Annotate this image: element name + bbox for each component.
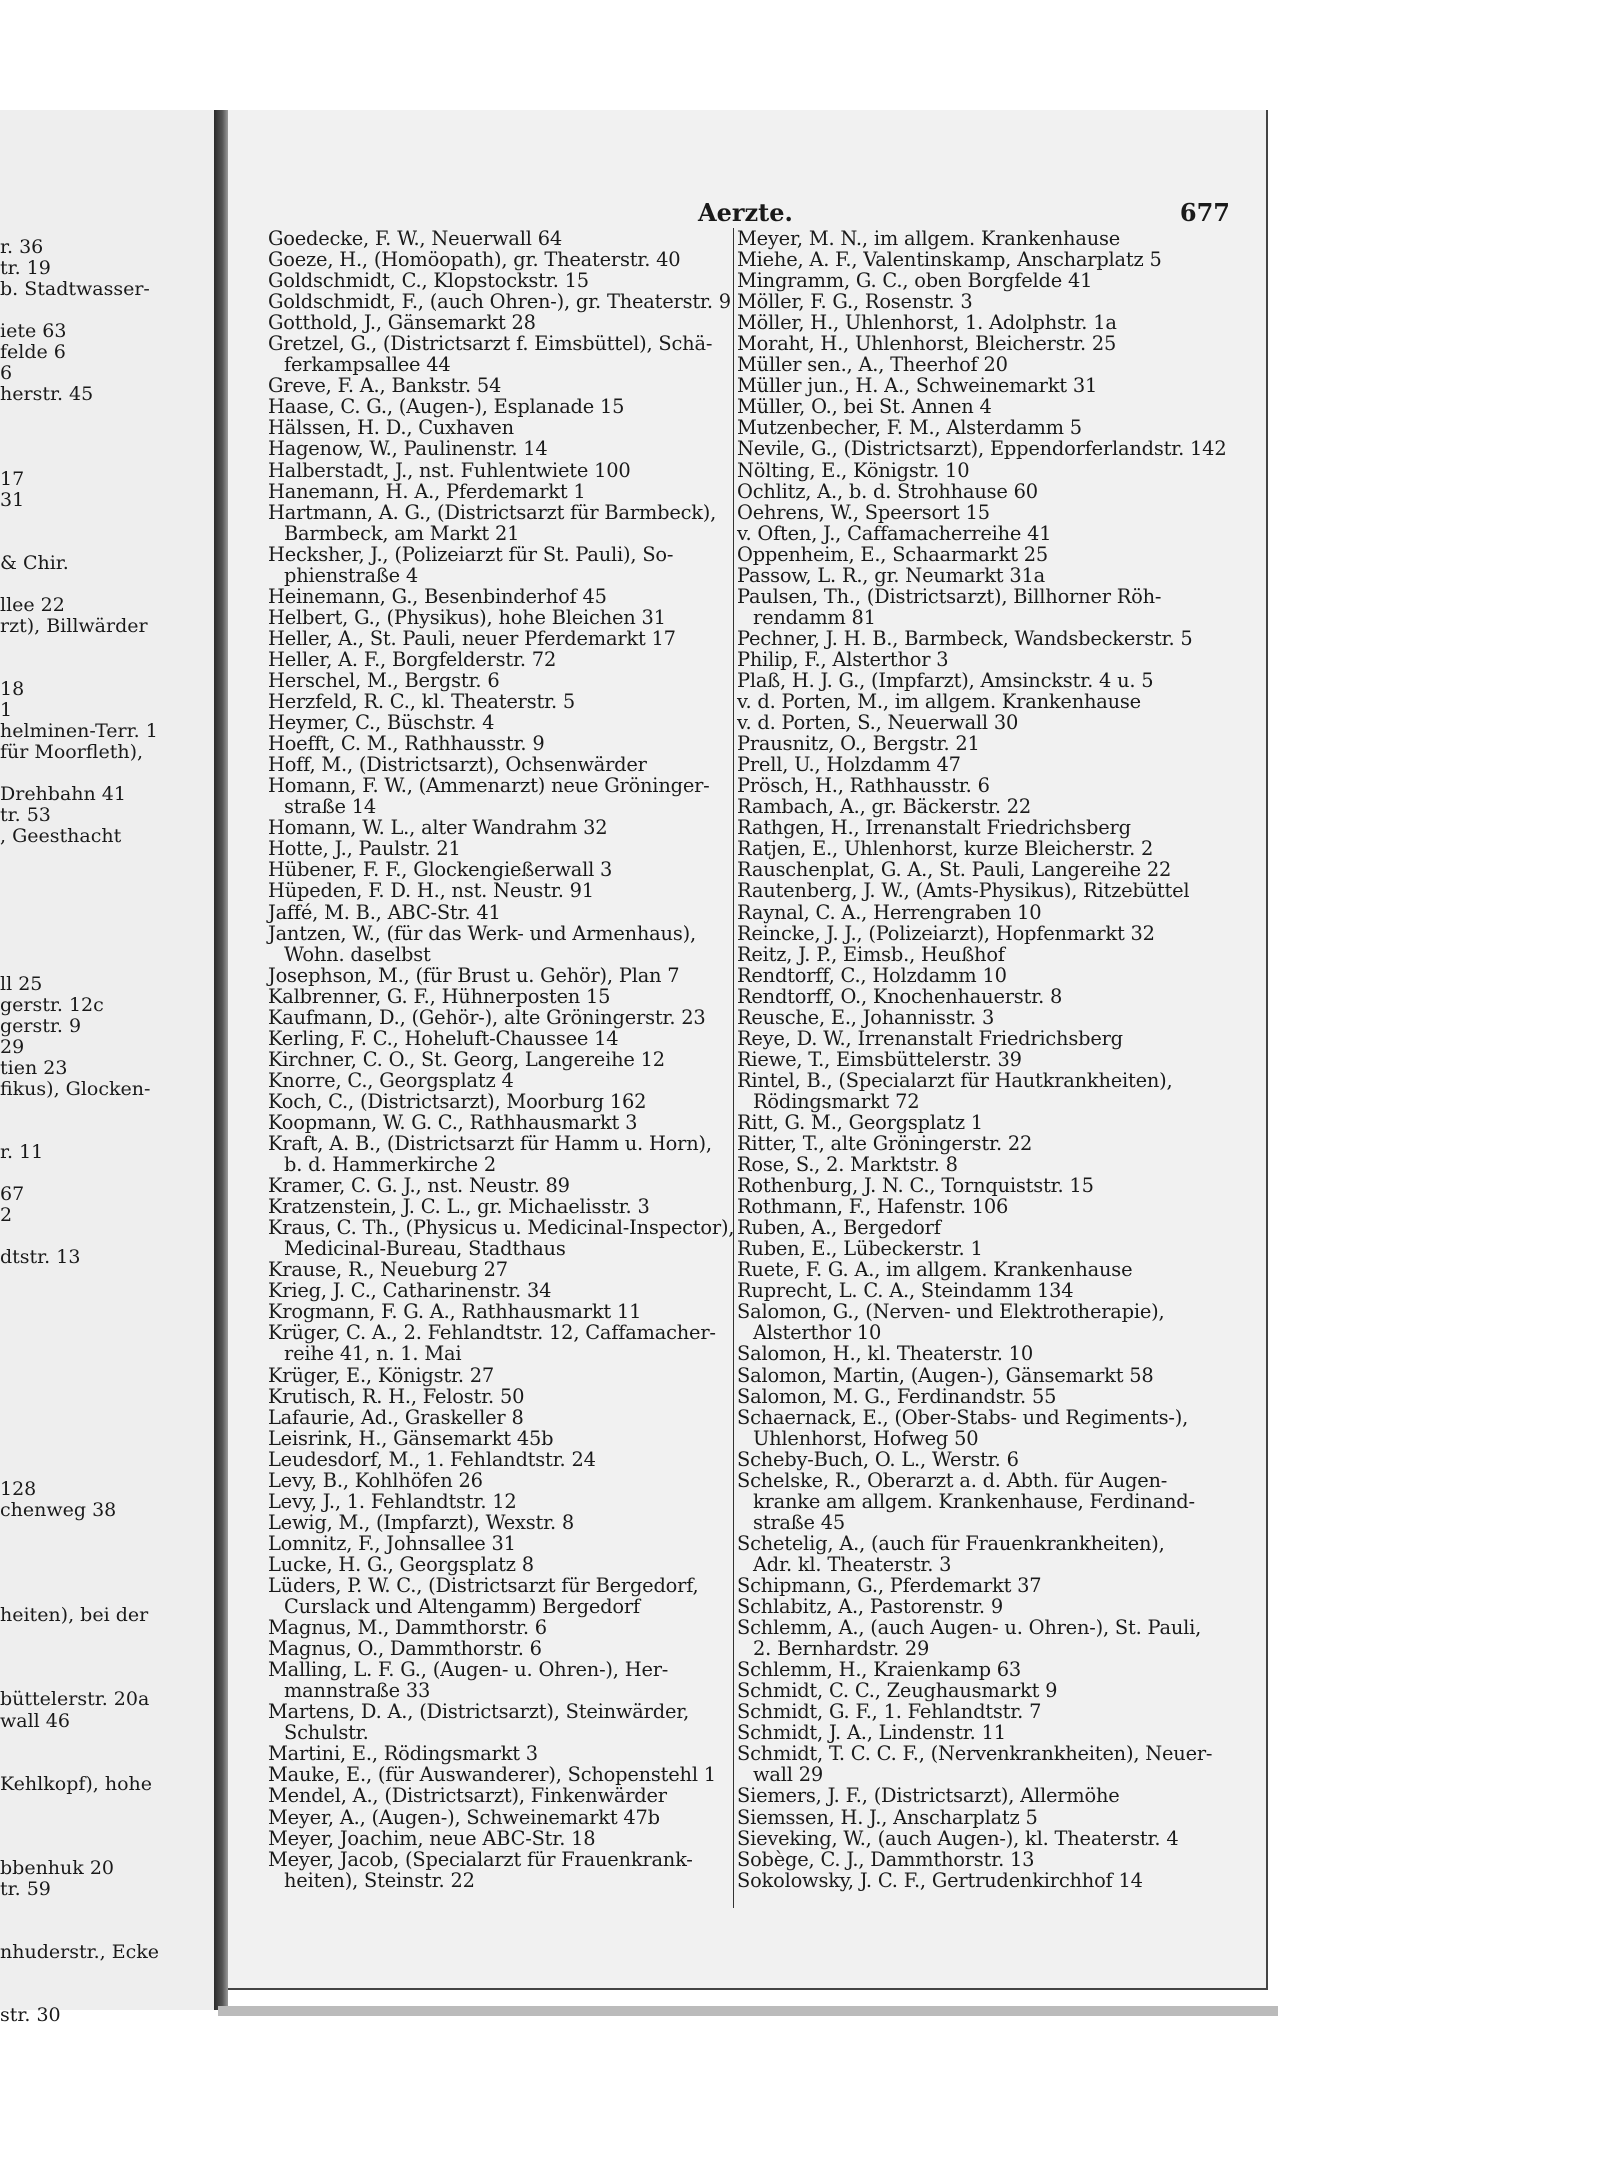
- directory-entry: Hälssen, H. D., Cuxhaven: [268, 416, 514, 440]
- directory-entry: Haase, C. G., (Augen-), Esplanade 15: [268, 395, 625, 419]
- facing-page-fragment: wall 46: [0, 1709, 70, 1732]
- directory-entry: Prausnitz, O., Bergstr. 21: [737, 732, 980, 756]
- directory-entry: Möller, H., Uhlenhorst, 1. Adolphstr. 1a: [737, 311, 1117, 335]
- directory-entry: Ritter, T., alte Gröningerstr. 22: [737, 1132, 1033, 1156]
- directory-entry: Hagenow, W., Paulinenstr. 14: [268, 437, 548, 461]
- facing-page-fragment: bbenhuk 20: [0, 1856, 115, 1879]
- directory-entry: Goeze, H., (Homöopath), gr. Theaterstr. 40: [268, 248, 681, 272]
- directory-entry: Alsterthor 10: [753, 1321, 882, 1345]
- facing-page-fragment: dtstr. 13: [0, 1246, 81, 1269]
- directory-entry: Jaffé, M. B., ABC-Str. 41: [268, 900, 501, 924]
- directory-entry: Siemers, J. F., (Districtsarzt), Allermöhe: [737, 1784, 1120, 1808]
- directory-entry: Müller jun., H. A., Schweinemarkt 31: [737, 374, 1098, 398]
- directory-entry: Rendtorff, C., Holzdamm 10: [737, 963, 1007, 987]
- facing-page-fragment: 128: [0, 1477, 37, 1500]
- directory-entry: Meyer, Jacob, (Specialarzt für Frauenkrank-: [268, 1847, 693, 1871]
- directory-entry: Krogmann, F. G. A., Rathhausmarkt 11: [268, 1300, 642, 1324]
- directory-entry: straße 14: [284, 795, 377, 819]
- directory-entry: Levy, B., Kohlhöfen 26: [268, 1468, 483, 1492]
- directory-entry: Reincke, J. J., (Polizeiarzt), Hopfenmarkt 32: [737, 921, 1155, 945]
- directory-entry: Lafaurie, Ad., Graskeller 8: [268, 1405, 524, 1429]
- directory-entry: ferkampsallee 44: [284, 353, 451, 377]
- directory-entry: Uhlenhorst, Hofweg 50: [753, 1426, 979, 1450]
- running-head: [228, 198, 1266, 228]
- directory-entry: Medicinal-Bureau, Stadthaus: [284, 1237, 566, 1261]
- directory-entry: Gretzel, G., (Districtsarzt f. Eimsbüttel), Schä-: [268, 332, 713, 356]
- directory-entry: Hecksher, J., (Polizeiarzt für St. Pauli), So-: [268, 542, 674, 566]
- directory-entry: Herzfeld, R. C., kl. Theaterstr. 5: [268, 690, 576, 714]
- directory-entry: Oehrens, W., Speersort 15: [737, 500, 990, 524]
- directory-entry: Krieg, J. C., Catharinenstr. 34: [268, 1279, 552, 1303]
- facing-page-fragment: felde 6: [0, 341, 66, 364]
- directory-entry: Homann, W. L., alter Wandrahm 32: [268, 816, 608, 840]
- right-column: [733, 227, 1227, 1908]
- directory-entry: Miehe, A. F., Valentinskamp, Anscharplatz 5: [737, 248, 1162, 272]
- facing-page-fragment: 17: [0, 467, 25, 490]
- directory-entry: Nölting, E., Königstr. 10: [737, 458, 970, 482]
- directory-entry: Gotthold, J., Gänsemarkt 28: [268, 311, 536, 335]
- directory-entry: Kirchner, C. O., St. Georg, Langereihe 12: [268, 1047, 665, 1071]
- facing-page-fragment: ll 25: [0, 972, 43, 995]
- facing-page-fragment: tr. 59: [0, 1877, 51, 1900]
- directory-entry: rendamm 81: [753, 605, 876, 629]
- running-title: Aerzte.: [698, 198, 793, 227]
- directory-entry: Reye, D. W., Irrenanstalt Friedrichsberg: [737, 1026, 1123, 1050]
- directory-entry: Pechner, J. H. B., Barmbeck, Wandsbeckerstr. 5: [737, 626, 1193, 650]
- directory-entry: Kraus, C. Th., (Physicus u. Medicinal-Inspector),: [268, 1216, 735, 1240]
- facing-page-fragment: 31: [0, 488, 25, 511]
- directory-entry: Prösch, H., Rathhausstr. 6: [737, 774, 990, 798]
- directory-entry: Hoff, M., (Districtsarzt), Ochsenwärder: [268, 753, 647, 777]
- directory-entry: Mendel, A., (Districtsarzt), Finkenwärder: [268, 1784, 667, 1808]
- directory-entry: Goedecke, F. W., Neuerwall 64: [268, 227, 563, 250]
- facing-page-fragment: 1: [0, 699, 13, 722]
- directory-entry: Hotte, J., Paulstr. 21: [268, 837, 461, 861]
- directory-entry: Schaernack, E., (Ober-Stabs- und Regiments-),: [737, 1405, 1189, 1429]
- directory-entry: Homann, F. W., (Ammenarzt) neue Gröninger-: [268, 774, 710, 798]
- directory-entry: straße 45: [753, 1510, 846, 1534]
- directory-entry: b. d. Hammerkirche 2: [284, 1153, 497, 1177]
- facing-page-fragment: Kehlkopf), hohe: [0, 1772, 153, 1795]
- facing-page-fragment: gerstr. 12c: [0, 993, 104, 1016]
- directory-entry: Rendtorff, O., Knochenhauerstr. 8: [737, 984, 1063, 1008]
- directory-entry: Oppenheim, E., Schaarmarkt 25: [737, 542, 1049, 566]
- facing-page-fragment: r. 11: [0, 1141, 44, 1164]
- directory-entry: Krüger, E., Königstr. 27: [268, 1363, 495, 1387]
- directory-entry: Meyer, Joachim, neue ABC-Str. 18: [268, 1826, 596, 1850]
- directory-entry: Mingramm, G. C., oben Borgfelde 41: [737, 269, 1093, 293]
- directory-entry: Kramer, C. G. J., nst. Neustr. 89: [268, 1174, 570, 1198]
- facing-page-fragment: llee 22: [0, 593, 65, 616]
- directory-entry: Sobège, C. J., Dammthorstr. 13: [737, 1847, 1035, 1871]
- directory-entry: Rathgen, H., Irrenanstalt Friedrichsberg: [737, 816, 1131, 840]
- directory-entry: heiten), Steinstr. 22: [284, 1868, 475, 1892]
- facing-page-fragment: helminen-Terr. 1: [0, 720, 158, 743]
- directory-entry: 2. Bernhardstr. 29: [753, 1637, 930, 1661]
- directory-entry: Hanemann, H. A., Pferdemarkt 1: [268, 479, 586, 503]
- directory-entry: Nevile, G., (Districtsarzt), Eppendorferlandstr. 142: [737, 437, 1227, 461]
- directory-entry: Salomon, G., (Nerven- und Elektrotherapie),: [737, 1300, 1165, 1324]
- directory-entry: Müller, O., bei St. Annen 4: [737, 395, 992, 419]
- directory-entry: Schlabitz, A., Pastorenstr. 9: [737, 1595, 1003, 1619]
- left-column: [268, 227, 735, 1908]
- directory-entry: Wohn. daselbst: [284, 942, 431, 966]
- facing-page-fragment: nhuderstr., Ecke: [0, 1941, 159, 1964]
- facing-page-fragment: herstr. 45: [0, 383, 94, 406]
- directory-entry: Kalbrenner, G. F., Hühnerposten 15: [268, 984, 611, 1008]
- directory-entry: Siemssen, H. J., Anscharplatz 5: [737, 1805, 1038, 1829]
- facing-page-fragment: für Moorfleth),: [0, 741, 144, 764]
- directory-entry: Martens, D. A., (Districtsarzt), Steinwärder,: [268, 1700, 690, 1724]
- directory-entry: Möller, F. G., Rosenstr. 3: [737, 290, 973, 314]
- directory-entry: Rauschenplat, G. A., St. Pauli, Langereihe 22: [737, 858, 1172, 882]
- directory-entry: Müller sen., A., Theerhof 20: [737, 353, 1008, 377]
- directory-entry: Heller, A., St. Pauli, neuer Pferdemarkt 17: [268, 626, 676, 650]
- directory-entry: Salomon, M. G., Ferdinandstr. 55: [737, 1384, 1057, 1408]
- directory-entry: Lucke, H. G., Georgsplatz 8: [268, 1552, 534, 1576]
- directory-entry: Meyer, A., (Augen-), Schweinemarkt 47b: [268, 1805, 660, 1829]
- facing-page-fragment: , Geesthacht: [0, 825, 122, 848]
- facing-page-fragment: str. 30: [0, 2004, 61, 2027]
- directory-entry: Koopmann, W. G. C., Rathhausmarkt 3: [268, 1110, 638, 1134]
- directory-entry: mannstraße 33: [284, 1679, 431, 1703]
- directory-entry: Josephson, M., (für Brust u. Gehör), Plan 7: [268, 963, 680, 987]
- directory-entry: Passow, L. R., gr. Neumarkt 31a: [737, 563, 1045, 587]
- directory-entry: Goldschmidt, C., Klopstockstr. 15: [268, 269, 589, 293]
- directory-entry: reihe 41, n. 1. Mai: [284, 1342, 462, 1366]
- directory-entry: Barmbeck, am Markt 21: [284, 521, 520, 545]
- facing-page-fragment: rzt), Billwärder: [0, 614, 148, 637]
- directory-entry: Koch, C., (Districtsarzt), Moorburg 162: [268, 1089, 647, 1113]
- directory-entry: Krutisch, R. H., Felostr. 50: [268, 1384, 525, 1408]
- directory-entry: Rothenburg, J. N. C., Tornquiststr. 15: [737, 1174, 1094, 1198]
- directory-entry: Sokolowsky, J. C. F., Gertrudenkirchhof 14: [737, 1868, 1143, 1892]
- directory-entry: Magnus, O., Dammthorstr. 6: [268, 1637, 542, 1661]
- directory-entry: Rautenberg, J. W., (Amts-Physikus), Ritzebüttel: [737, 879, 1190, 903]
- directory-entry: Ruben, A., Bergedorf: [737, 1216, 941, 1240]
- directory-entry: Hoefft, C. M., Rathhausstr. 9: [268, 732, 545, 756]
- facing-page-fragment: iete 63: [0, 320, 67, 343]
- directory-entry: Jantzen, W., (für das Werk- und Armenhaus),: [268, 921, 696, 945]
- directory-entry: Adr. kl. Theaterstr. 3: [753, 1552, 952, 1576]
- directory-entry: Paulsen, Th., (Districtsarzt), Billhorner Röh-: [737, 584, 1162, 608]
- directory-entry: Rambach, A., gr. Bäckerstr. 22: [737, 795, 1032, 819]
- facing-page-fragment: & Chir.: [0, 551, 69, 574]
- directory-entry: Goldschmidt, F., (auch Ohren-), gr. Theaterstr. 9: [268, 290, 731, 314]
- directory-entry: Curslack und Altengamm) Bergedorf: [284, 1595, 640, 1619]
- directory-entry: Hüpeden, F. D. H., nst. Neustr. 91: [268, 879, 594, 903]
- directory-entry: Schipmann, G., Pferdemarkt 37: [737, 1574, 1042, 1597]
- directory-entry: v. d. Porten, S., Neuerwall 30: [737, 711, 1019, 735]
- directory-entry: v. Often, J., Caffamacherreihe 41: [737, 521, 1052, 545]
- directory-entry: Leisrink, H., Gänsemarkt 45b: [268, 1426, 554, 1450]
- facing-page-fragment: 67: [0, 1183, 25, 1206]
- directory-entry: Kraft, A. B., (Districtsarzt für Hamm u. Horn),: [268, 1132, 712, 1156]
- facing-page-fragment: chenweg 38: [0, 1499, 117, 1521]
- facing-page-fragment: r. 36: [0, 236, 44, 258]
- directory-entry: Helbert, G., (Physikus), hohe Bleichen 31: [268, 605, 666, 629]
- directory-entry: Heller, A. F., Borgfelderstr. 72: [268, 647, 557, 671]
- directory-entry: Sieveking, W., (auch Augen-), kl. Theaterstr. 4: [737, 1826, 1179, 1850]
- document-page: [228, 110, 1268, 1990]
- directory-entry: Herschel, M., Bergstr. 6: [268, 668, 500, 692]
- directory-entry: Moraht, H., Uhlenhorst, Bleicherstr. 25: [737, 332, 1117, 356]
- directory-entry: phienstraße 4: [284, 563, 418, 587]
- directory-entry: Salomon, Martin, (Augen-), Gänsemarkt 58: [737, 1363, 1154, 1387]
- directory-entry: Ruben, E., Lübeckerstr. 1: [737, 1237, 983, 1261]
- directory-entry: Schulstr.: [284, 1721, 369, 1745]
- directory-entry: Ochlitz, A., b. d. Strohhause 60: [737, 479, 1038, 503]
- adjacent-page-fragment: [0, 110, 222, 2027]
- directory-entry: Greve, F. A., Bankstr. 54: [268, 374, 502, 398]
- directory-entry: Leudesdorf, M., 1. Fehlandtstr. 24: [268, 1447, 596, 1471]
- directory-entry: Plaß, H. J. G., (Impfarzt), Amsinckstr. 4 u. 5: [737, 668, 1154, 692]
- directory-entry: Levy, J., 1. Fehlandtstr. 12: [268, 1489, 517, 1513]
- directory-entry: Scheby-Buch, O. L., Werstr. 6: [737, 1447, 1019, 1471]
- directory-entry: Martini, E., Rödingsmarkt 3: [268, 1742, 538, 1766]
- facing-page-fragment: b. Stadtwasser-: [0, 278, 150, 301]
- directory-entry: Ruete, F. G. A., im allgem. Krankenhause: [737, 1258, 1133, 1282]
- directory-entry: Philip, F., Alsterthor 3: [737, 647, 949, 671]
- directory-entry: Malling, L. F. G., (Augen- u. Ohren-), Her-: [268, 1658, 669, 1682]
- directory-entry: Schelske, R., Oberarzt a. d. Abth. für Augen-: [737, 1468, 1168, 1492]
- page-number: 677: [1179, 198, 1230, 227]
- directory-entry: Kaufmann, D., (Gehör-), alte Gröningerstr. 23: [268, 1005, 706, 1029]
- directory-entry: Ritt, G. M., Georgsplatz 1: [737, 1110, 983, 1134]
- facing-page-fragment: gerstr. 9: [0, 1014, 82, 1037]
- directory-entry: Schmidt, J. A., Lindenstr. 11: [737, 1721, 1006, 1745]
- facing-page-fragment: 6: [0, 362, 13, 385]
- directory-entry: Prell, U., Holzdamm 47: [737, 753, 961, 777]
- directory-entry: Krüger, C. A., 2. Fehlandtstr. 12, Caffamacher-: [268, 1321, 716, 1345]
- directory-entry: Krause, R., Neueburg 27: [268, 1258, 508, 1282]
- directory-entry: Schmidt, C. C., Zeughausmarkt 9: [737, 1679, 1058, 1703]
- directory-entry: Lomnitz, F., Johnsallee 31: [268, 1531, 516, 1555]
- directory-entry: wall 29: [753, 1763, 823, 1787]
- directory-entry: Riewe, T., Eimsbüttelerstr. 39: [737, 1047, 1022, 1071]
- directory-entry: Hübener, F. F., Glockengießerwall 3: [268, 858, 613, 882]
- facing-page-fragment: büttelerstr. 20a: [0, 1688, 150, 1711]
- facing-page-fragment: Drehbahn 41: [0, 783, 126, 806]
- directory-entry: Kerling, F. C., Hoheluft-Chaussee 14: [268, 1026, 619, 1050]
- directory-entry: Salomon, H., kl. Theaterstr. 10: [737, 1342, 1033, 1366]
- directory-entry: Rothmann, F., Hafenstr. 106: [737, 1195, 1009, 1219]
- directory-entry: Schetelig, A., (auch für Frauenkrankheiten),: [737, 1531, 1165, 1555]
- directory-entry: Lewig, M., (Impfarzt), Wexstr. 8: [268, 1510, 575, 1534]
- directory-entry: Ratjen, E., Uhlenhorst, kurze Bleicherstr. 2: [737, 837, 1154, 861]
- facing-page-fragment: tien 23: [0, 1056, 68, 1079]
- directory-entry: Raynal, C. A., Herrengraben 10: [737, 900, 1042, 924]
- directory-entry: v. d. Porten, M., im allgem. Krankenhause: [737, 690, 1141, 714]
- directory-entry: Rose, S., 2. Marktstr. 8: [737, 1153, 958, 1177]
- directory-entry: Schlemm, H., Kraienkamp 63: [737, 1658, 1022, 1682]
- directory-entry: Knorre, C., Georgsplatz 4: [268, 1068, 514, 1092]
- directory-entry: Mauke, E., (für Auswanderer), Schopenstehl 1: [268, 1763, 716, 1787]
- directory-entry: Meyer, M. N., im allgem. Krankenhause: [737, 227, 1121, 250]
- directory-entry: Heymer, C., Büschstr. 4: [268, 711, 495, 735]
- facing-page-fragment: 2: [0, 1204, 13, 1227]
- facing-page-fragment: 18: [0, 678, 25, 701]
- book-spine: [214, 110, 228, 2010]
- directory-entry: Halberstadt, J., nst. Fuhlentwiete 100: [268, 458, 631, 482]
- directory-entry: Lüders, P. W. C., (Districtsarzt für Bergedorf,: [268, 1574, 699, 1597]
- directory-entry: Reusche, E., Johannisstr. 3: [737, 1005, 995, 1029]
- directory-entry: Hartmann, A. G., (Districtsarzt für Barmbeck),: [268, 500, 717, 524]
- directory-entry: Rödingsmarkt 72: [753, 1089, 920, 1113]
- facing-page-fragment: 29: [0, 1035, 25, 1058]
- directory-entry: Schlemm, A., (auch Augen- u. Ohren-), St. Pauli,: [737, 1616, 1202, 1640]
- facing-page-fragment: tr. 19: [0, 257, 51, 280]
- directory-entry: Kratzenstein, J. C. L., gr. Michaelisstr. 3: [268, 1195, 650, 1219]
- directory-entry: Ruprecht, L. C. A., Steindamm 134: [737, 1279, 1074, 1303]
- facing-page-fragment: heiten), bei der: [0, 1604, 149, 1627]
- directory-entry: kranke am allgem. Krankenhause, Ferdinand-: [753, 1489, 1195, 1513]
- directory-entry: Schmidt, G. F., 1. Fehlandtstr. 7: [737, 1700, 1042, 1724]
- facing-page-fragment: tr. 53: [0, 804, 51, 827]
- facing-page-fragment: fikus), Glocken-: [0, 1078, 151, 1100]
- directory-entry: Rintel, B., (Specialarzt für Hautkrankheiten),: [737, 1068, 1173, 1092]
- directory-entry: Heinemann, G., Besenbinderhof 45: [268, 584, 607, 608]
- directory-entry: Magnus, M., Dammthorstr. 6: [268, 1616, 547, 1640]
- directory-entry: Schmidt, T. C. C. F., (Nervenkrankheiten), Neuer-: [737, 1742, 1213, 1766]
- directory-entry: Mutzenbecher, F. M., Alsterdamm 5: [737, 416, 1082, 440]
- directory-entry: Reitz, J. P., Eimsb., Heußhof: [737, 942, 1005, 966]
